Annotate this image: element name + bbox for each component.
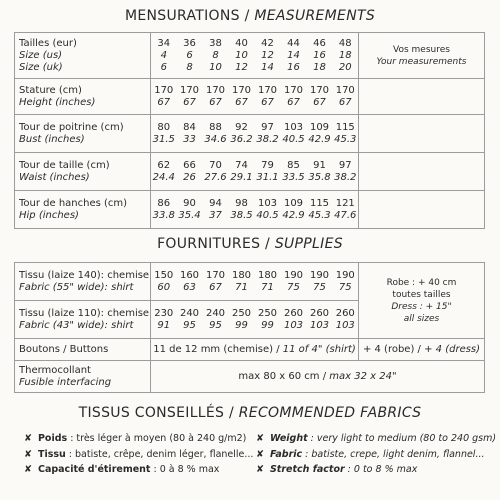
list-item: ✘ Stretch factor : 0 to 8 % max — [256, 464, 418, 475]
fabric-140-cell: 170 67 — [203, 263, 229, 301]
your-measurements-note: Vos mesures Your measurements — [359, 33, 485, 79]
sizes-row — [15, 33, 485, 79]
waist-cell: 66 26 — [177, 153, 203, 191]
bust-cell: 109 42.9 — [307, 115, 333, 153]
list-item: ✘ Weight : very light to medium (80 to 240 gsm) — [256, 433, 497, 444]
cross-icon: ✘ — [24, 464, 32, 475]
fabric-110-cell: 250 99 — [229, 301, 255, 339]
hip-cell: 121 47.6 — [333, 191, 359, 229]
fabric-110-cell: 250 99 — [255, 301, 281, 339]
buttons-label: Boutons / Buttons — [15, 339, 151, 361]
fabric-110-label: Tissu (laize 110): chemise Fabric (43" wide): shirt — [15, 301, 151, 339]
bust-cell: 103 40.5 — [281, 115, 307, 153]
bust-cell: 92 36.2 — [229, 115, 255, 153]
hip-cell: 103 40.5 — [255, 191, 281, 229]
supplies-title-fr: FOURNITURES / — [157, 236, 271, 252]
fabric-140-cell: 190 75 — [281, 263, 307, 301]
size-cell: 42 12 14 — [255, 33, 281, 79]
bust-cell: 80 31.5 — [151, 115, 177, 153]
hip-cell: 115 45.3 — [307, 191, 333, 229]
waist-cell: 97 38.2 — [333, 153, 359, 191]
fabrics-title-fr: TISSUS CONSEILLÉS / — [78, 405, 234, 421]
waist-cell: 79 31.1 — [255, 153, 281, 191]
hip-cell: 109 42.9 — [281, 191, 307, 229]
fabric-140-row — [15, 263, 485, 301]
cross-icon: ✘ — [256, 433, 264, 444]
fabrics-title — [0, 405, 500, 421]
supplies-title-en: SUPPLIES — [274, 236, 343, 252]
hip-cell: 86 33.8 — [151, 191, 177, 229]
interfacing-label: Thermocollant Fusible interfacing — [15, 361, 151, 393]
fabric-140-cell: 180 71 — [229, 263, 255, 301]
interfacing-row — [15, 361, 485, 393]
interfacing-value: max 80 x 60 cm / max 32 x 24" — [151, 361, 485, 393]
waist-cell: 70 27.6 — [203, 153, 229, 191]
measurements-title-en: MEASUREMENTS — [254, 8, 376, 24]
fabric-110-cell: 240 95 — [203, 301, 229, 339]
measurements-title — [0, 8, 500, 24]
bust-cell: 115 45.3 — [333, 115, 359, 153]
bust-cell: 88 34.6 — [203, 115, 229, 153]
height-row — [15, 79, 485, 115]
fabric-110-cell: 260 103 — [333, 301, 359, 339]
cross-icon: ✘ — [256, 464, 264, 475]
fabric-110-cell: 260 103 — [281, 301, 307, 339]
height-cell: 170 67 — [203, 79, 229, 115]
fabric-110-cell: 240 95 — [177, 301, 203, 339]
height-cell: 170 67 — [307, 79, 333, 115]
fabric-140-cell: 160 63 — [177, 263, 203, 301]
measurements-title-fr: MENSURATIONS / — [124, 8, 250, 24]
fabric-140-cell: 190 75 — [333, 263, 359, 301]
size-cell: 34 4 6 — [151, 33, 177, 79]
buttons-row — [15, 339, 485, 361]
bust-row — [15, 115, 485, 153]
height-cell: 170 67 — [255, 79, 281, 115]
measurements-table — [14, 32, 485, 229]
cross-icon: ✘ — [256, 448, 264, 460]
list-item: ✘ Tissu : batiste, crêpe, denim léger, flanelle... — [24, 448, 254, 460]
bust-cell: 84 33 — [177, 115, 203, 153]
fabrics-list-en — [256, 431, 496, 478]
fabrics-list-fr — [24, 431, 253, 478]
height-cell: 170 67 — [177, 79, 203, 115]
height-cell: 170 67 — [281, 79, 307, 115]
bust-cell: 97 38.2 — [255, 115, 281, 153]
buttons-dress-value: + 4 (robe) / + 4 (dress) — [359, 339, 485, 361]
waist-cell: 74 29.1 — [229, 153, 255, 191]
fabric-110-cell: 230 91 — [151, 301, 177, 339]
waist-label: Tour de taille (cm) Waist (inches) — [15, 153, 151, 191]
sizes-label: Tailles (eur) Size (us) Size (uk) — [15, 33, 151, 79]
waist-cell: 85 33.5 — [281, 153, 307, 191]
hip-row — [15, 191, 485, 229]
dress-extra-note: Robe : + 40 cm toutes tailles Dress : + 15" all sizes — [359, 263, 485, 339]
fabric-140-cell: 150 60 — [151, 263, 177, 301]
height-cell: 170 67 — [229, 79, 255, 115]
hip-cell: 94 37 — [203, 191, 229, 229]
hip-cell: 98 38.5 — [229, 191, 255, 229]
size-cell: 48 18 20 — [333, 33, 359, 79]
bust-entry-cell[interactable] — [359, 115, 485, 153]
waist-entry-cell[interactable] — [359, 153, 485, 191]
supplies-title — [0, 236, 500, 252]
fabric-140-cell: 180 71 — [255, 263, 281, 301]
height-entry-cell[interactable] — [359, 79, 485, 115]
supplies-table — [14, 262, 485, 393]
cross-icon: ✘ — [24, 433, 32, 444]
bust-label: Tour de poitrine (cm) Bust (inches) — [15, 115, 151, 153]
size-cell: 44 14 16 — [281, 33, 307, 79]
fabric-140-label: Tissu (laize 140): chemise Fabric (55" wide): shirt — [15, 263, 151, 301]
hip-cell: 90 35.4 — [177, 191, 203, 229]
cross-icon: ✘ — [24, 448, 32, 460]
height-cell: 170 67 — [333, 79, 359, 115]
hip-label: Tour de hanches (cm) Hip (inches) — [15, 191, 151, 229]
waist-cell: 62 24.4 — [151, 153, 177, 191]
buttons-shirt-value: 11 de 12 mm (chemise) / 11 of 4" (shirt) — [151, 339, 359, 361]
fabric-110-cell: 260 103 — [307, 301, 333, 339]
size-cell: 36 6 8 — [177, 33, 203, 79]
list-item: ✘ Poids : très léger à moyen (80 à 240 g/m2) — [24, 433, 247, 444]
waist-row — [15, 153, 485, 191]
waist-cell: 91 35.8 — [307, 153, 333, 191]
fabric-140-cell: 190 75 — [307, 263, 333, 301]
height-cell: 170 67 — [151, 79, 177, 115]
size-cell: 46 16 18 — [307, 33, 333, 79]
size-cell: 38 8 10 — [203, 33, 229, 79]
height-label: Stature (cm) Height (inches) — [15, 79, 151, 115]
list-item: ✘ Capacité d'étirement : 0 à 8 % max — [24, 464, 220, 475]
hip-entry-cell[interactable] — [359, 191, 485, 229]
fabrics-title-en: RECOMMENDED FABRICS — [238, 405, 422, 421]
size-cell: 40 10 12 — [229, 33, 255, 79]
list-item: ✘ Fabric : batiste, crepe, light denim, flannel... — [256, 448, 485, 460]
